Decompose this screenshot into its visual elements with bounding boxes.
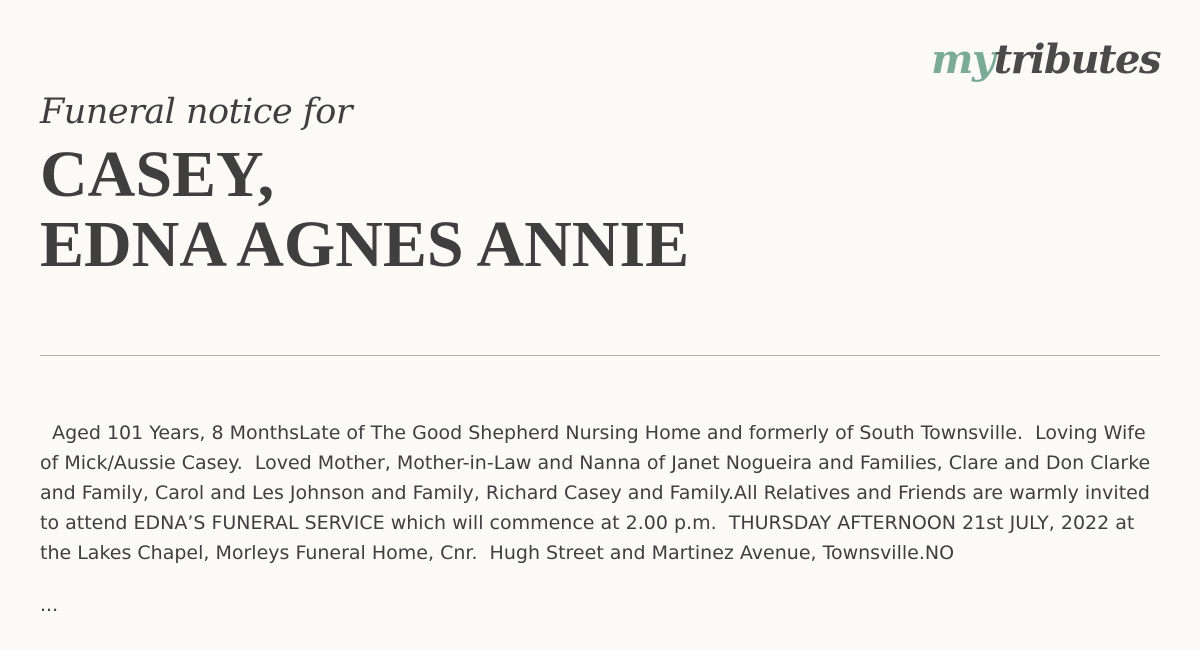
mytributes-logo[interactable]	[931, 32, 1160, 88]
notice-subtitle: Funeral notice for	[40, 92, 353, 132]
deceased-given-names: EDNA AGNES ANNIE	[40, 208, 690, 281]
section-divider	[40, 355, 1160, 356]
logo-tributes-text: tributes	[993, 36, 1160, 83]
notice-body-text: Aged 101 Years, 8 MonthsLate of The Good Shepherd Nursing Home and formerly of South Townsville. Loving Wife of Mick/Aussie Casey. Loved Mother, Mother-in-Law and Nanna of Janet Nogueira and Families, Clare and Don Clarke and Family, Carol and Les Johnson and Family, Richard Casey and Family.All Relatives and Friends are warmly invited to attend EDNA’S FUNERAL SERVICE which will commence at 2.00 p.m. THURSDAY AFTERNOON 21st JULY, 2022 at the Lakes Chapel, Morleys Funeral Home, Cnr. Hugh Street and Martinez Avenue, Townsville.NO	[40, 422, 1157, 564]
logo-my-text: my	[931, 36, 994, 83]
notice-truncation-ellipsis: ...	[40, 594, 59, 616]
deceased-surname: CASEY,	[40, 138, 275, 211]
notice-body	[40, 388, 1165, 650]
deceased-name-heading	[40, 140, 689, 280]
